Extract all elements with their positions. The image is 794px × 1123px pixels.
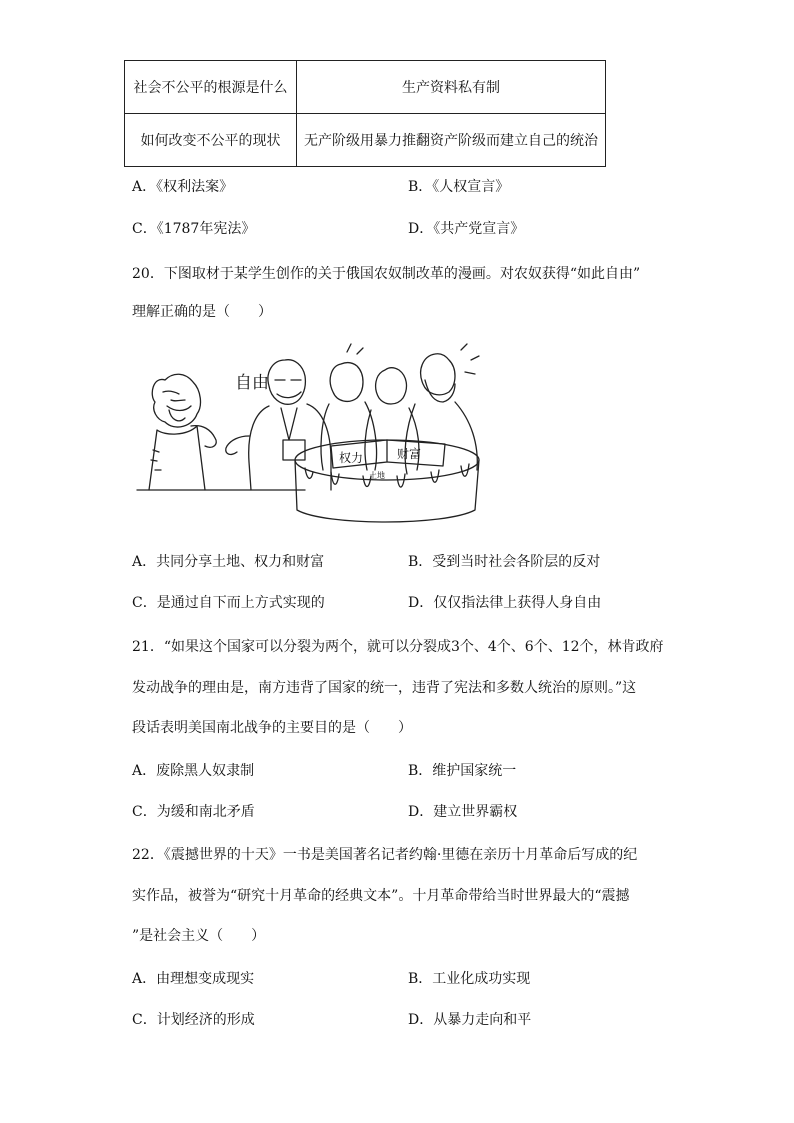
q20-option-c: C．是通过自下而上方式实现的: [132, 595, 325, 611]
table-row: [125, 114, 606, 167]
q22-option-b: B．工业化成功实现: [408, 971, 531, 987]
wealth-label: 财富: [397, 447, 422, 461]
q22-option-d: D．从暴力走向和平: [408, 1012, 532, 1028]
q20-stem-line-2: 理解正确的是（ ）: [132, 304, 272, 320]
q21-stem-line-2: 发动战争的理由是，南方违背了国家的统一，违背了宪法和多数人统治的原则。”这: [132, 680, 637, 696]
q21-option-a: A．废除黑人奴隶制: [132, 763, 255, 779]
table-cell-answer: 无产阶级用暴力推翻资产阶级而建立自己的统治: [297, 114, 606, 167]
q19-option-b: B．《人权宣言》: [408, 179, 510, 195]
table-cell-question: 社会不公平的根源是什么: [125, 61, 297, 114]
table-row: [125, 61, 606, 114]
land-label: 土地: [369, 471, 385, 480]
answer-table: [124, 60, 606, 167]
q20-option-b: B．受到当时社会各阶层的反对: [408, 554, 601, 570]
q20-option-a: A．共同分享土地、权力和财富: [132, 554, 325, 570]
q22-stem-line-2: 实作品，被誉为“研究十月革命的经典文本”。十月革命带给当时世界最大的“震撼: [132, 888, 630, 904]
q21-stem-line-3: 段话表明美国南北战争的主要目的是（ ）: [132, 720, 412, 736]
q22-stem-line-3: ”是社会主义（ ）: [132, 928, 266, 944]
q20-option-d: D．仅仅指法律上获得人身自由: [408, 595, 602, 611]
table-cell-question: 如何改变不公平的现状: [125, 114, 297, 167]
q22-option-c: C．计划经济的形成: [132, 1012, 255, 1028]
q22-stem-line-1: 22．《震撼世界的十天》一书是美国著名记者约翰·里德在亲历十月革命后写成的纪: [132, 847, 638, 863]
cake-drawing: [295, 440, 479, 522]
power-label: 权力: [339, 451, 364, 465]
q20-stem-line-1: 20．下图取材于某学生创作的关于俄国农奴制改革的漫画。对农奴获得“如此自由”: [132, 266, 641, 282]
table-cell-answer: 生产资料私有制: [297, 61, 606, 114]
q22-option-a: A．由理想变成现实: [132, 971, 255, 987]
q21-option-b: B．维护国家统一: [408, 763, 517, 779]
serf-reform-cartoon: [135, 340, 495, 526]
serf-figure: [149, 374, 216, 490]
freedom-label: 自由: [235, 373, 269, 393]
q21-stem-line-1: 21．“如果这个国家可以分裂为两个，就可以分裂成3个、4个、6个、12个，林肯政府: [132, 639, 664, 655]
q21-option-c: C．为缓和南北矛盾: [132, 804, 255, 820]
q19-option-d: D．《共产党宣言》: [408, 221, 525, 237]
q19-option-a: A．《权利法案》: [132, 179, 234, 195]
q19-option-c: C．《1787年宪法》: [132, 221, 256, 237]
q21-option-d: D．建立世界霸权: [408, 804, 518, 820]
